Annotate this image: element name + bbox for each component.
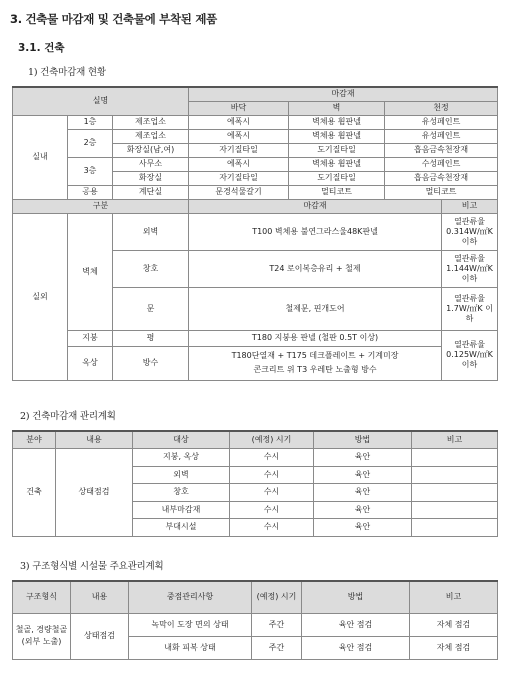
room-cell: 화장실 [113,171,189,185]
room-cell: 제조업소 [113,115,189,129]
part-cell: 창호 [113,250,189,287]
header-type: 구조형식 [13,581,71,613]
rooftop-label: 옥상 [68,346,113,380]
method-cell: 육안 점검 [302,636,410,659]
note-cell: 열관류율 1.7W/㎡K 이하 [442,287,498,330]
method-cell: 육안 [314,466,412,484]
room-cell: 사무소 [113,157,189,171]
method-cell: 육안 점검 [302,613,410,636]
level-cell: 공용 [68,185,113,199]
management-plan-table [12,430,498,537]
part-cell: 평 [113,330,189,346]
room-cell: 계단실 [113,185,189,199]
wall-cell: 벽체용 휨판넬 [289,115,385,129]
header-content: 내용 [56,431,133,449]
header-focus: 중점관리사항 [129,581,252,613]
wall-cell: 벽체용 휨판넬 [289,157,385,171]
management-plan-title: 2) 건축마감재 관리계획 [20,411,116,422]
finish-cell: T24 로이복층유리 + 철제 [189,250,442,287]
method-cell: 육안 [314,449,412,467]
table-row [13,613,498,636]
ceiling-cell: 흡음금속천장재 [385,143,498,157]
finish-cell: T180 지붕용 판넬 (철판 0.5T 이상) [189,330,442,346]
note-cell: 자체 점검 [410,636,498,659]
room-cell: 제조업소 [113,129,189,143]
ext-header-category: 구분 [13,199,189,213]
ext-header-note: 비고 [442,199,498,213]
wall-cell: 벽체용 휨판넬 [289,129,385,143]
content-cell: 상태점검 [71,613,129,659]
table-row [13,346,498,380]
header-ceiling: 천정 [385,101,498,115]
table-row [13,449,498,467]
header-wall: 벽 [289,101,385,115]
finish-status-table [12,86,498,381]
timing-cell: 수시 [230,501,314,519]
method-cell: 육안 [314,501,412,519]
target-cell: 내부마감재 [133,501,230,519]
finish-cell [189,346,442,380]
note-cell [412,449,498,467]
part-cell: 문 [113,287,189,330]
floor-cell: 에폭시 [189,129,289,143]
content-cell: 상태점검 [56,449,133,537]
level-cell: 2층 [68,129,113,157]
wall-cell: 도기질타일 [289,143,385,157]
structure-plan-title: 3) 구조형식별 시설물 주요관리계획 [20,561,164,572]
level-cell: 1층 [68,115,113,129]
target-cell: 지붕, 옥상 [133,449,230,467]
table-row [13,115,498,129]
focus-cell: 녹막이 도장 면의 상태 [129,613,252,636]
table-row [13,185,498,199]
room-cell: 화장실(남,여) [113,143,189,157]
note-cell: 열관류율 0.314W/㎡K 이하 [442,213,498,250]
header-timing: (예정) 시기 [230,431,314,449]
method-cell: 육안 [314,484,412,502]
floor-cell: 자기질타일 [189,143,289,157]
roof-label: 지붕 [68,330,113,346]
table-row [13,157,498,171]
note-cell: 자체 점검 [410,613,498,636]
timing-cell: 수시 [230,484,314,502]
target-cell: 외벽 [133,466,230,484]
timing-cell: 수시 [230,466,314,484]
header-field: 분야 [13,431,56,449]
wall-label: 벽체 [68,213,113,330]
table-row [13,129,498,143]
target-cell: 부대시설 [133,519,230,537]
floor-cell: 자기질타일 [189,171,289,185]
timing-cell: 수시 [230,519,314,537]
subsection-title: 3.1. 건축 [18,42,65,54]
level-cell: 3층 [68,157,113,185]
note-cell [412,519,498,537]
focus-cell: 내화 피복 상태 [129,636,252,659]
exterior-label: 실외 [13,213,68,380]
header-content: 내용 [71,581,129,613]
ceiling-cell: 멀티코트 [385,185,498,199]
ceiling-cell: 흡음금속천장재 [385,171,498,185]
timing-cell: 주간 [252,636,302,659]
field-cell: 건축 [13,449,56,537]
ceiling-cell: 유성페인트 [385,115,498,129]
wall-cell: 멀티코트 [289,185,385,199]
header-note: 비고 [412,431,498,449]
wall-cell: 도기질타일 [289,171,385,185]
header-floor: 바닥 [189,101,289,115]
part-cell: 방수 [113,346,189,380]
finish-cell: 철제문, 핀개도어 [189,287,442,330]
ceiling-cell: 유성페인트 [385,129,498,143]
section-title: 3. 건축물 마감재 및 건축물에 부착된 제품 [10,12,217,26]
finish-line: 콘크리트 위 T3 우레탄 노출형 방수 [253,365,377,374]
type-cell: 철골, 경량철골 (외부 노출) [13,613,71,659]
interior-label: 실내 [13,115,68,199]
timing-cell: 주간 [252,613,302,636]
note-cell [412,484,498,502]
method-cell: 육안 [314,519,412,537]
note-cell: 열관류율 0.125W/㎡K 이하 [442,330,498,380]
target-cell: 창호 [133,484,230,502]
ext-header-finish: 마감재 [189,199,442,213]
header-method: 방법 [314,431,412,449]
header-room: 실명 [13,87,189,115]
finish-status-title: 1) 건축마감재 현황 [28,67,106,78]
header-note: 비고 [410,581,498,613]
note-cell [412,466,498,484]
ceiling-cell: 수성페인트 [385,157,498,171]
finish-cell: T100 벽체용 불연그라스울48K판넬 [189,213,442,250]
part-cell: 외벽 [113,213,189,250]
note-cell: 열관류율 1.144W/㎡K 이하 [442,250,498,287]
structure-plan-table [12,580,498,660]
header-timing: (예정) 시기 [252,581,302,613]
note-cell [412,501,498,519]
floor-cell: 에폭시 [189,115,289,129]
floor-cell: 문경석물갈기 [189,185,289,199]
header-target: 대상 [133,431,230,449]
header-finish: 마감재 [189,87,498,101]
header-method: 방법 [302,581,410,613]
table-row [13,330,498,346]
timing-cell: 수시 [230,449,314,467]
table-row [13,213,498,250]
floor-cell: 에폭시 [189,157,289,171]
finish-line: T180단열재 + T175 데크플레이트 + 기계미장 [231,351,399,361]
